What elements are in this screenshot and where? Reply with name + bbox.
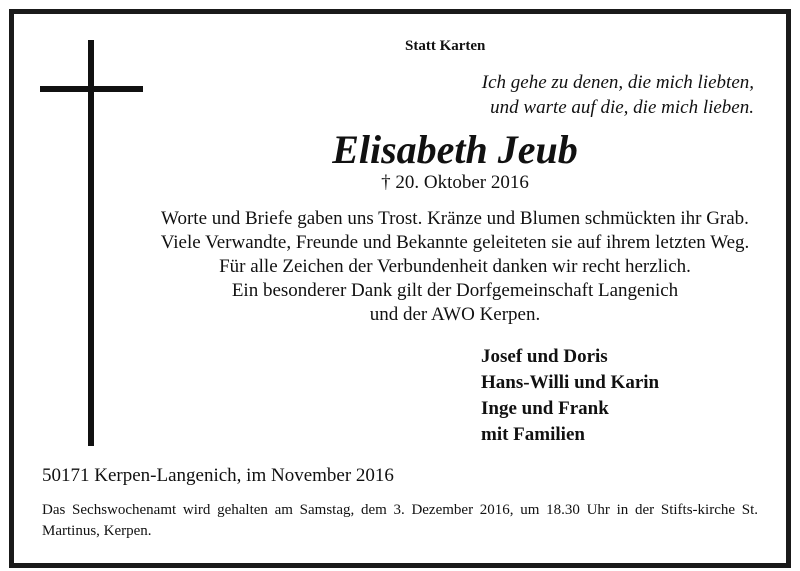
cross-horizontal-bar [40,86,143,92]
family-line: Inge und Frank [481,398,609,419]
thanks-line: Ein besonderer Dank gilt der Dorfgemeinschaft Langenich [231,280,679,301]
thanks-line: Viele Verwandte, Freunde und Bekannte geleiteten sie auf ihrem letzten Weg. [160,232,750,253]
thanks-line: und der AWO Kerpen. [369,304,541,325]
family-line: Josef und Doris [481,346,608,367]
motto-line: und warte auf die, die mich lieben. [490,97,754,118]
place-and-date: 50171 Kerpen-Langenich, im November 2016 [42,465,394,486]
death-date: † 20. Oktober 2016 [381,172,529,193]
deceased-name: Elisabeth Jeub [332,127,578,172]
family-line: Hans-Willi und Karin [481,372,660,393]
thanks-text [0,207,800,327]
family-line: mit Familien [481,424,585,445]
motto-line: Ich gehe zu denen, die mich liebten, [481,72,754,93]
service-announcement: Das Sechswochenamt wird gehalten am Samstag, dem 3. Dezember 2016, um 18.30 Uhr in der Stifts-kirche St. Martinus, Kerpen. [42,502,758,539]
thanks-line: Für alle Zeichen der Verbundenheit danken wir recht herzlich. [219,256,691,277]
thanks-line: Worte und Briefe gaben uns Trost. Kränze und Blumen schmückten ihr Grab. [161,208,749,229]
motto-quote [482,70,754,120]
notice-heading: Statt Karten [405,38,486,54]
family-signatures [481,344,659,448]
